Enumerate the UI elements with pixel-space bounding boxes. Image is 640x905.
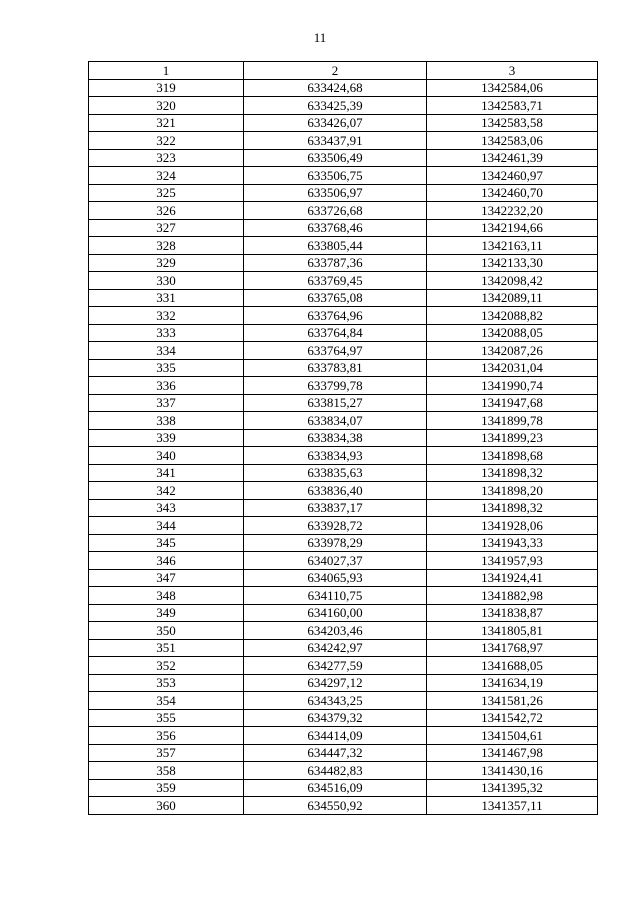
table-row xyxy=(89,132,598,150)
y-coordinate-cell: 1341634,19 xyxy=(427,674,598,692)
point-number-cell: 351 xyxy=(89,639,244,657)
point-number-cell: 357 xyxy=(89,744,244,762)
y-coordinate-cell: 1342583,06 xyxy=(427,132,598,150)
point-number-cell: 327 xyxy=(89,219,244,237)
x-coordinate-cell: 634550,92 xyxy=(244,797,427,815)
y-coordinate-cell: 1341542,72 xyxy=(427,709,598,727)
point-number-cell: 338 xyxy=(89,412,244,430)
y-coordinate-cell: 1342088,82 xyxy=(427,307,598,325)
point-number-cell: 337 xyxy=(89,394,244,412)
point-number-cell: 322 xyxy=(89,132,244,150)
table-row xyxy=(89,464,598,482)
table-row xyxy=(89,727,598,745)
table-row xyxy=(89,324,598,342)
table-row xyxy=(89,359,598,377)
table-row xyxy=(89,79,598,97)
y-coordinate-cell: 1341990,74 xyxy=(427,377,598,395)
table-row xyxy=(89,184,598,202)
point-number-cell: 349 xyxy=(89,604,244,622)
table-row xyxy=(89,622,598,640)
y-coordinate-cell: 1341504,61 xyxy=(427,727,598,745)
table-row xyxy=(89,412,598,430)
x-coordinate-cell: 633834,93 xyxy=(244,447,427,465)
y-coordinate-cell: 1341898,20 xyxy=(427,482,598,500)
x-coordinate-cell: 633805,44 xyxy=(244,237,427,255)
y-coordinate-cell: 1342163,11 xyxy=(427,237,598,255)
x-coordinate-cell: 633787,36 xyxy=(244,254,427,272)
point-number-cell: 334 xyxy=(89,342,244,360)
point-number-cell: 355 xyxy=(89,709,244,727)
x-coordinate-cell: 633768,46 xyxy=(244,219,427,237)
x-coordinate-cell: 634379,32 xyxy=(244,709,427,727)
x-coordinate-cell: 633978,29 xyxy=(244,534,427,552)
table-row xyxy=(89,114,598,132)
x-coordinate-cell: 634297,12 xyxy=(244,674,427,692)
point-number-cell: 328 xyxy=(89,237,244,255)
table-row xyxy=(89,307,598,325)
x-coordinate-cell: 633764,97 xyxy=(244,342,427,360)
point-number-cell: 353 xyxy=(89,674,244,692)
table-row xyxy=(89,517,598,535)
y-coordinate-cell: 1342583,71 xyxy=(427,97,598,115)
y-coordinate-cell: 1342460,97 xyxy=(427,167,598,185)
point-number-cell: 336 xyxy=(89,377,244,395)
table-body xyxy=(89,79,598,814)
table-row xyxy=(89,797,598,815)
point-number-cell: 360 xyxy=(89,797,244,815)
point-number-cell: 321 xyxy=(89,114,244,132)
point-number-cell: 326 xyxy=(89,202,244,220)
table-row xyxy=(89,762,598,780)
y-coordinate-cell: 1342031,04 xyxy=(427,359,598,377)
x-coordinate-cell: 633769,45 xyxy=(244,272,427,290)
x-coordinate-cell: 633835,63 xyxy=(244,464,427,482)
table-row xyxy=(89,377,598,395)
y-coordinate-cell: 1341957,93 xyxy=(427,552,598,570)
x-coordinate-cell: 634110,75 xyxy=(244,587,427,605)
table-row xyxy=(89,657,598,675)
y-coordinate-cell: 1341467,98 xyxy=(427,744,598,762)
table-row xyxy=(89,569,598,587)
point-number-cell: 323 xyxy=(89,149,244,167)
x-coordinate-cell: 633506,97 xyxy=(244,184,427,202)
x-coordinate-cell: 633726,68 xyxy=(244,202,427,220)
y-coordinate-cell: 1341898,32 xyxy=(427,464,598,482)
table-row xyxy=(89,744,598,762)
point-number-cell: 339 xyxy=(89,429,244,447)
y-coordinate-cell: 1341943,33 xyxy=(427,534,598,552)
x-coordinate-cell: 634414,09 xyxy=(244,727,427,745)
y-coordinate-cell: 1342460,70 xyxy=(427,184,598,202)
table-row xyxy=(89,342,598,360)
point-number-cell: 344 xyxy=(89,517,244,535)
table-row xyxy=(89,779,598,797)
header-cell-3: 3 xyxy=(427,62,598,80)
x-coordinate-cell: 634203,46 xyxy=(244,622,427,640)
y-coordinate-cell: 1342232,20 xyxy=(427,202,598,220)
y-coordinate-cell: 1342088,05 xyxy=(427,324,598,342)
table-row xyxy=(89,237,598,255)
x-coordinate-cell: 633799,78 xyxy=(244,377,427,395)
y-coordinate-cell: 1342583,58 xyxy=(427,114,598,132)
table-row xyxy=(89,149,598,167)
table-row xyxy=(89,272,598,290)
y-coordinate-cell: 1342087,26 xyxy=(427,342,598,360)
table-row xyxy=(89,709,598,727)
point-number-cell: 335 xyxy=(89,359,244,377)
point-number-cell: 347 xyxy=(89,569,244,587)
y-coordinate-cell: 1342133,30 xyxy=(427,254,598,272)
x-coordinate-cell: 633764,84 xyxy=(244,324,427,342)
x-coordinate-cell: 634447,32 xyxy=(244,744,427,762)
point-number-cell: 358 xyxy=(89,762,244,780)
point-number-cell: 346 xyxy=(89,552,244,570)
x-coordinate-cell: 633506,75 xyxy=(244,167,427,185)
point-number-cell: 325 xyxy=(89,184,244,202)
point-number-cell: 333 xyxy=(89,324,244,342)
x-coordinate-cell: 634065,93 xyxy=(244,569,427,587)
table-row xyxy=(89,552,598,570)
x-coordinate-cell: 634482,83 xyxy=(244,762,427,780)
x-coordinate-cell: 634343,25 xyxy=(244,692,427,710)
point-number-cell: 350 xyxy=(89,622,244,640)
point-number-cell: 324 xyxy=(89,167,244,185)
y-coordinate-cell: 1341882,98 xyxy=(427,587,598,605)
table-row xyxy=(89,429,598,447)
point-number-cell: 320 xyxy=(89,97,244,115)
x-coordinate-cell: 633506,49 xyxy=(244,149,427,167)
y-coordinate-cell: 1341768,97 xyxy=(427,639,598,657)
y-coordinate-cell: 1341928,06 xyxy=(427,517,598,535)
x-coordinate-cell: 634160,00 xyxy=(244,604,427,622)
point-number-cell: 359 xyxy=(89,779,244,797)
page-number: 11 xyxy=(313,30,327,45)
point-number-cell: 342 xyxy=(89,482,244,500)
y-coordinate-cell: 1341899,23 xyxy=(427,429,598,447)
table-row xyxy=(89,499,598,517)
x-coordinate-cell: 633837,17 xyxy=(244,499,427,517)
x-coordinate-cell: 633783,81 xyxy=(244,359,427,377)
x-coordinate-cell: 633424,68 xyxy=(244,79,427,97)
y-coordinate-cell: 1341395,32 xyxy=(427,779,598,797)
x-coordinate-cell: 633437,91 xyxy=(244,132,427,150)
y-coordinate-cell: 1342584,06 xyxy=(427,79,598,97)
y-coordinate-cell: 1342194,66 xyxy=(427,219,598,237)
y-coordinate-cell: 1341430,16 xyxy=(427,762,598,780)
point-number-cell: 319 xyxy=(89,79,244,97)
y-coordinate-cell: 1341357,11 xyxy=(427,797,598,815)
y-coordinate-cell: 1341688,05 xyxy=(427,657,598,675)
y-coordinate-cell: 1341924,41 xyxy=(427,569,598,587)
point-number-cell: 330 xyxy=(89,272,244,290)
y-coordinate-cell: 1342089,11 xyxy=(427,289,598,307)
point-number-cell: 354 xyxy=(89,692,244,710)
table-row xyxy=(89,167,598,185)
point-number-cell: 340 xyxy=(89,447,244,465)
y-coordinate-cell: 1341898,32 xyxy=(427,499,598,517)
point-number-cell: 332 xyxy=(89,307,244,325)
x-coordinate-cell: 633928,72 xyxy=(244,517,427,535)
header-cell-2: 2 xyxy=(244,62,427,80)
x-coordinate-cell: 633815,27 xyxy=(244,394,427,412)
x-coordinate-cell: 633764,96 xyxy=(244,307,427,325)
table-row xyxy=(89,692,598,710)
table-row xyxy=(89,674,598,692)
table-row xyxy=(89,482,598,500)
x-coordinate-cell: 633834,38 xyxy=(244,429,427,447)
x-coordinate-cell: 633836,40 xyxy=(244,482,427,500)
point-number-cell: 352 xyxy=(89,657,244,675)
x-coordinate-cell: 633765,08 xyxy=(244,289,427,307)
table-row xyxy=(89,289,598,307)
y-coordinate-cell: 1341805,81 xyxy=(427,622,598,640)
x-coordinate-cell: 633426,07 xyxy=(244,114,427,132)
x-coordinate-cell: 634516,09 xyxy=(244,779,427,797)
x-coordinate-cell: 634277,59 xyxy=(244,657,427,675)
y-coordinate-cell: 1341581,26 xyxy=(427,692,598,710)
point-number-cell: 343 xyxy=(89,499,244,517)
x-coordinate-cell: 633425,39 xyxy=(244,97,427,115)
point-number-cell: 329 xyxy=(89,254,244,272)
y-coordinate-cell: 1342098,42 xyxy=(427,272,598,290)
x-coordinate-cell: 634242,97 xyxy=(244,639,427,657)
coordinates-table xyxy=(88,61,598,815)
table-header xyxy=(89,62,598,80)
table-row xyxy=(89,394,598,412)
table-row xyxy=(89,447,598,465)
point-number-cell: 331 xyxy=(89,289,244,307)
y-coordinate-cell: 1341838,87 xyxy=(427,604,598,622)
x-coordinate-cell: 634027,37 xyxy=(244,552,427,570)
y-coordinate-cell: 1342461,39 xyxy=(427,149,598,167)
table-row xyxy=(89,639,598,657)
header-cell-1: 1 xyxy=(89,62,244,80)
y-coordinate-cell: 1341899,78 xyxy=(427,412,598,430)
table-row xyxy=(89,534,598,552)
point-number-cell: 348 xyxy=(89,587,244,605)
y-coordinate-cell: 1341947,68 xyxy=(427,394,598,412)
table-row xyxy=(89,97,598,115)
table-row xyxy=(89,254,598,272)
y-coordinate-cell: 1341898,68 xyxy=(427,447,598,465)
table-row xyxy=(89,604,598,622)
header-row xyxy=(89,62,598,80)
table-row xyxy=(89,587,598,605)
point-number-cell: 345 xyxy=(89,534,244,552)
x-coordinate-cell: 633834,07 xyxy=(244,412,427,430)
point-number-cell: 356 xyxy=(89,727,244,745)
table-row xyxy=(89,219,598,237)
table-row xyxy=(89,202,598,220)
point-number-cell: 341 xyxy=(89,464,244,482)
